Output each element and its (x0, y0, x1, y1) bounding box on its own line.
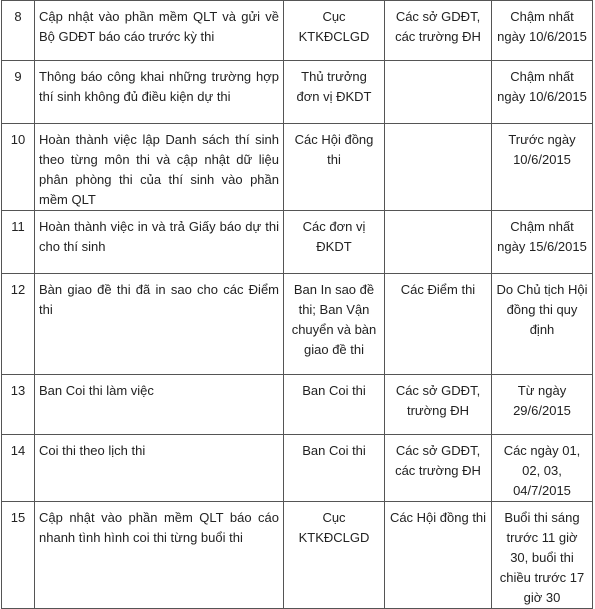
lead-unit-cell: Thủ trưởng đơn vị ĐKDT (284, 61, 385, 124)
table-row (2, 274, 593, 375)
lead-unit-cell: Ban Coi thi (284, 435, 385, 502)
task-cell: Coi thi theo lịch thi (35, 435, 284, 502)
task-cell: Thông báo công khai những trường hợp thí sinh không đủ điều kiện dự thi (35, 61, 284, 124)
coop-unit-cell: Các sở GDĐT, trường ĐH (385, 375, 492, 435)
coop-unit-cell: Các sở GDĐT, các trường ĐH (385, 1, 492, 61)
schedule-table (1, 0, 593, 609)
row-number: 9 (2, 61, 35, 124)
task-cell: Ban Coi thi làm việc (35, 375, 284, 435)
deadline-cell: Chậm nhất ngày 10/6/2015 (492, 61, 593, 124)
lead-unit-cell: Các Hội đồng thi (284, 124, 385, 211)
coop-unit-cell: Các Hội đồng thi (385, 502, 492, 609)
row-number: 14 (2, 435, 35, 502)
table-row (2, 1, 593, 61)
lead-unit-cell: Ban Coi thi (284, 375, 385, 435)
lead-unit-cell: Cục KTKĐCLGD (284, 1, 385, 61)
table-row (2, 124, 593, 211)
deadline-cell: Do Chủ tịch Hội đồng thi quy định (492, 274, 593, 375)
table-row (2, 211, 593, 274)
row-number: 13 (2, 375, 35, 435)
task-cell: Hoàn thành việc lập Danh sách thí sinh theo từng môn thi và cập nhật dữ liệu phân phòng thi của thí sinh vào phần mềm QLT (35, 124, 284, 211)
row-number: 10 (2, 124, 35, 211)
task-cell: Bàn giao đề thi đã in sao cho các Điểm thi (35, 274, 284, 375)
lead-unit-cell: Các đơn vị ĐKDT (284, 211, 385, 274)
lead-unit-cell: Ban In sao đề thi; Ban Vận chuyển và bàn giao đề thi (284, 274, 385, 375)
deadline-cell: Trước ngày 10/6/2015 (492, 124, 593, 211)
deadline-cell: Các ngày 01, 02, 03, 04/7/2015 (492, 435, 593, 502)
deadline-cell: Buổi thi sáng trước 11 giờ 30, buổi thi chiều trước 17 giờ 30 (492, 502, 593, 609)
table-row (2, 502, 593, 609)
coop-unit-cell: Các sở GDĐT, các trường ĐH (385, 435, 492, 502)
deadline-cell: Chậm nhất ngày 15/6/2015 (492, 211, 593, 274)
coop-unit-cell (385, 211, 492, 274)
task-cell: Cập nhật vào phần mềm QLT báo cáo nhanh tình hình coi thi từng buổi thi (35, 502, 284, 609)
row-number: 8 (2, 1, 35, 61)
table-row (2, 375, 593, 435)
coop-unit-cell (385, 124, 492, 211)
deadline-cell: Chậm nhất ngày 10/6/2015 (492, 1, 593, 61)
row-number: 15 (2, 502, 35, 609)
table-row (2, 435, 593, 502)
table-row (2, 61, 593, 124)
coop-unit-cell: Các Điểm thi (385, 274, 492, 375)
deadline-cell: Từ ngày 29/6/2015 (492, 375, 593, 435)
row-number: 12 (2, 274, 35, 375)
coop-unit-cell (385, 61, 492, 124)
row-number: 11 (2, 211, 35, 274)
lead-unit-cell: Cục KTKĐCLGD (284, 502, 385, 609)
task-cell: Hoàn thành việc in và trả Giấy báo dự thi cho thí sinh (35, 211, 284, 274)
task-cell: Cập nhật vào phần mềm QLT và gửi về Bộ GDĐT báo cáo trước kỳ thi (35, 1, 284, 61)
